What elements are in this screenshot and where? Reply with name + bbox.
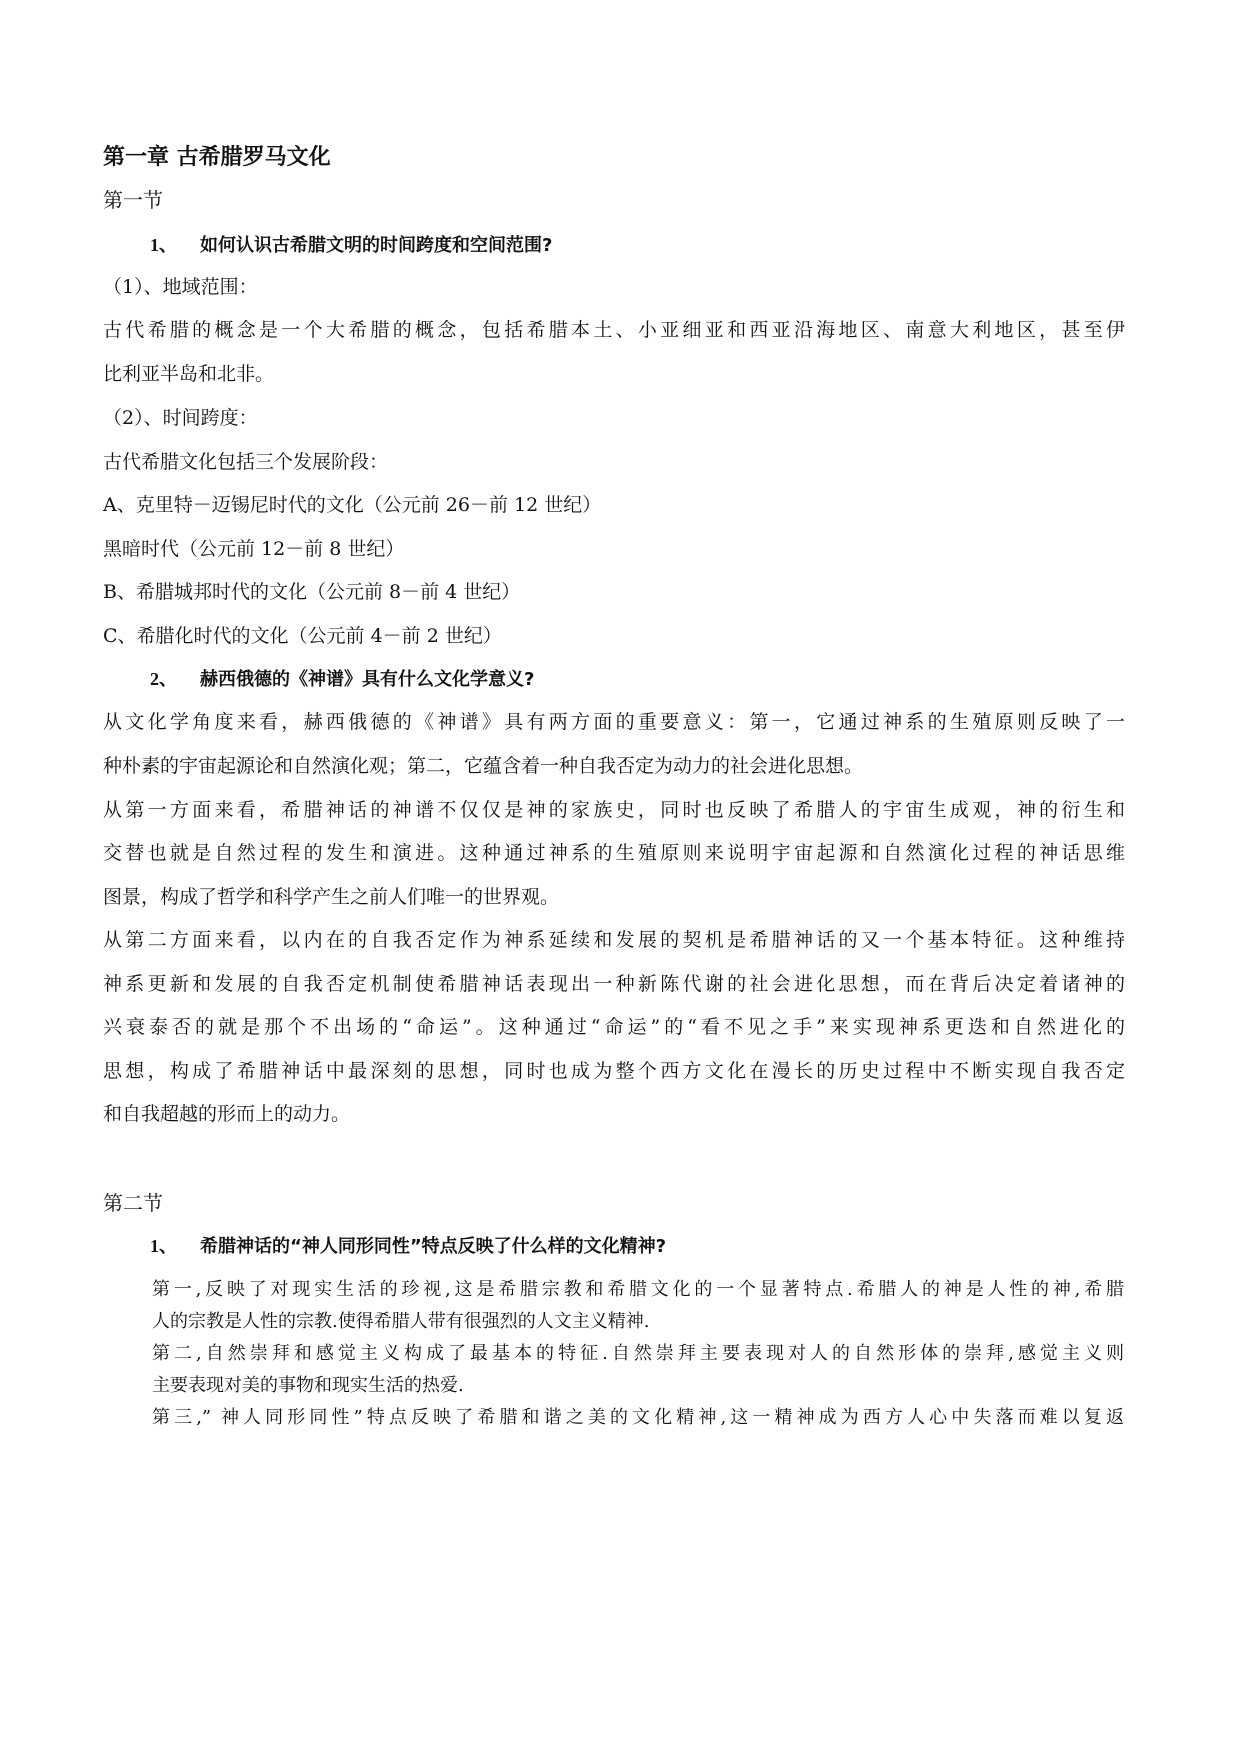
paragraph-line: 兴衰泰否的就是那个不出场的“命运”。这种通过“命运”的“看不见之手”来实现神系更迭和自然进化的 — [103, 1016, 1125, 1038]
paragraph-line: 从第一方面来看，希腊神话的神谱不仅仅是神的家族史，同时也反映了希腊人的宇宙生成观，神的衍生和 — [103, 799, 1125, 821]
paragraph-line: 图景，构成了哲学和科学产生之前人们唯一的世界观。 — [103, 886, 560, 908]
stage-item: B、希腊城邦时代的文化（公元前 8－前 4 世纪） — [103, 581, 521, 603]
question-2-1 — [150, 1233, 666, 1260]
question-text: 希腊神话的“神人同形同性”特点反映了什么样的文化精神? — [200, 1236, 667, 1257]
answer-line: 第三,” 神人同形同性”特点反映了希腊和谐之美的文化精神,这一精神成为西方人心中失落而难以复返 — [152, 1407, 1124, 1428]
paragraph-line: 交替也就是自然过程的发生和演进。这种通过神系的生殖原则来说明宇宙起源和自然演化过程的神话思维 — [103, 842, 1125, 864]
answer-line: 人的宗教是人性的宗教.使得希腊人带有很强烈的人文主义精神. — [152, 1311, 650, 1332]
question-number: 1、 — [150, 235, 177, 255]
time-label: （2）、时间跨度： — [103, 407, 258, 429]
stage-item: A、克里特－迈锡尼时代的文化（公元前 26－前 12 世纪） — [103, 494, 602, 516]
question-text: 如何认识古希腊文明的时间跨度和空间范围? — [200, 235, 553, 256]
paragraph-line: 古代希腊文化包括三个发展阶段： — [103, 451, 389, 473]
paragraph-line: 种朴素的宇宙起源论和自然演化观；第二，它蕴含着一种自我否定为动力的社会进化思想。 — [103, 755, 864, 777]
answer-line: 第二,自然崇拜和感觉主义构成了最基本的特征.自然崇拜主要表现对人的自然形体的崇拜,感觉主义则 — [152, 1343, 1124, 1364]
geo-label: （1）、地域范围： — [103, 276, 258, 298]
question-1-1 — [150, 232, 552, 259]
paragraph-line: 从第二方面来看，以内在的自我否定作为神系延续和发展的契机是希腊神话的又一个基本特征。这种维持 — [103, 929, 1125, 951]
stage-item: 黑暗时代（公元前 12－前 8 世纪） — [103, 538, 405, 560]
answer-line: 主要表现对美的事物和现实生活的热爱. — [152, 1375, 464, 1396]
paragraph-line: 从文化学角度来看，赫西俄德的《神谱》具有两方面的重要意义：第一，它通过神系的生殖原则反映了一 — [103, 711, 1125, 733]
paragraph-line: 和自我超越的形而上的动力。 — [103, 1103, 351, 1125]
paragraph-line: 神系更新和发展的自我否定机制使希腊神话表现出一种新陈代谢的社会进化思想，而在背后决定着诸神的 — [103, 973, 1125, 995]
section-2-title: 第二节 — [103, 1191, 163, 1215]
paragraph-line: 古代希腊的概念是一个大希腊的概念，包括希腊本土、小亚细亚和西亚沿海地区、南意大利地区，甚至伊 — [103, 319, 1125, 341]
question-number: 1、 — [150, 1236, 177, 1256]
chapter-title: 第一章 古希腊罗马文化 — [103, 145, 331, 170]
question-text: 赫西俄德的《神谱》具有什么文化学意义? — [200, 669, 535, 690]
question-1-2 — [150, 666, 534, 693]
paragraph-line: 思想，构成了希腊神话中最深刻的思想，同时也成为整个西方文化在漫长的历史过程中不断实现自我否定 — [103, 1060, 1125, 1082]
answer-line: 第一,反映了对现实生活的珍视,这是希腊宗教和希腊文化的一个显著特点.希腊人的神是人性的神,希腊 — [152, 1279, 1124, 1300]
paragraph-line: 比利亚半岛和北非。 — [103, 363, 275, 385]
question-number: 2、 — [150, 669, 177, 689]
stage-item: C、希腊化时代的文化（公元前 4－前 2 世纪） — [103, 625, 502, 647]
section-1-title: 第一节 — [103, 188, 163, 212]
